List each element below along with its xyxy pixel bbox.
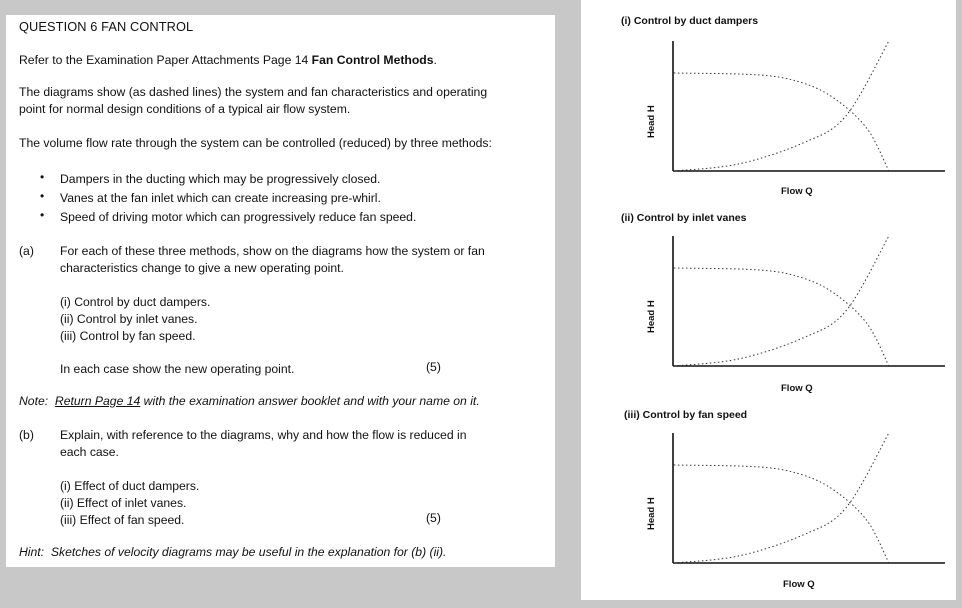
system-characteristic-line <box>674 433 889 563</box>
fan-speed-chart <box>581 0 956 600</box>
part-a-line-2: characteristics change to give a new operating point. <box>60 261 344 275</box>
bullet-icon: • <box>40 189 45 203</box>
y-axis-label: Head H <box>646 497 657 530</box>
intro-prefix: Refer to the Examination Paper Attachments Page 14 <box>19 53 312 67</box>
intro-paragraph <box>19 52 437 68</box>
question-title: QUESTION 6 FAN CONTROL <box>19 19 194 34</box>
part-b-line-2: each case. <box>60 445 119 459</box>
part-b-label: (b) <box>19 428 34 442</box>
hint-label: Hint: <box>19 545 45 559</box>
return-page-link[interactable]: Return Page 14 <box>54 394 141 408</box>
diagram-page <box>581 0 956 600</box>
bullet-item: Speed of driving motor which can progressively reduce fan speed. <box>60 210 417 224</box>
part-b-item: (ii) Effect of inlet vanes. <box>60 496 187 510</box>
part-a-item: (iii) Control by fan speed. <box>60 329 196 343</box>
chart-title: (i) Control by duct dampers <box>621 15 759 27</box>
intro-suffix: . <box>433 53 437 67</box>
part-a-item: (ii) Control by inlet vanes. <box>60 312 198 326</box>
fan-characteristic-line <box>674 465 889 563</box>
intro-bold: Fan Control Methods <box>311 53 434 67</box>
part-b-marks: (5) <box>426 511 441 525</box>
bullet-item: Vanes at the fan inlet which can create increasing pre-whirl. <box>60 191 381 205</box>
bullet-item: Dampers in the ducting which may be progressively closed. <box>60 172 381 186</box>
part-a-label: (a) <box>19 244 34 258</box>
note-rest: with the examination answer booklet and with your name on it. <box>140 394 480 408</box>
part-b-item: (iii) Effect of fan speed. <box>60 513 185 527</box>
hint-text: Sketches of velocity diagrams may be useful in the explanation for (b) (ii). <box>50 545 447 559</box>
x-axis-label: Flow Q <box>783 579 815 590</box>
part-a-item: (i) Control by duct dampers. <box>60 295 211 309</box>
part-a-line-1: For each of these three methods, show on the diagrams how the system or fan <box>60 244 485 258</box>
note-line <box>19 393 480 409</box>
y-axis-label: Head H <box>646 300 657 333</box>
part-b-line-1: Explain, with reference to the diagrams, why and how the flow is reduced in <box>60 428 467 442</box>
question-page <box>6 15 555 567</box>
x-axis-label: Flow Q <box>781 383 813 394</box>
part-b-item: (i) Effect of duct dampers. <box>60 479 200 493</box>
part-a-marks: (5) <box>426 360 441 374</box>
note-label: Note: <box>19 394 49 408</box>
hint-line <box>19 544 446 560</box>
description-line-2: point for normal design conditions of a typical air flow system. <box>19 102 351 116</box>
chart-title: (ii) Control by inlet vanes <box>621 212 747 224</box>
x-axis-label: Flow Q <box>781 186 813 197</box>
methods-intro: The volume flow rate through the system can be controlled (reduced) by three methods: <box>19 136 492 150</box>
y-axis-label: Head H <box>646 105 657 138</box>
chart-title: (iii) Control by fan speed <box>624 409 748 421</box>
bullet-icon: • <box>40 170 45 184</box>
part-a-closing: In each case show the new operating point. <box>60 362 295 376</box>
bullet-icon: • <box>40 208 45 222</box>
description-line-1: The diagrams show (as dashed lines) the system and fan characteristics and operating <box>19 85 488 99</box>
